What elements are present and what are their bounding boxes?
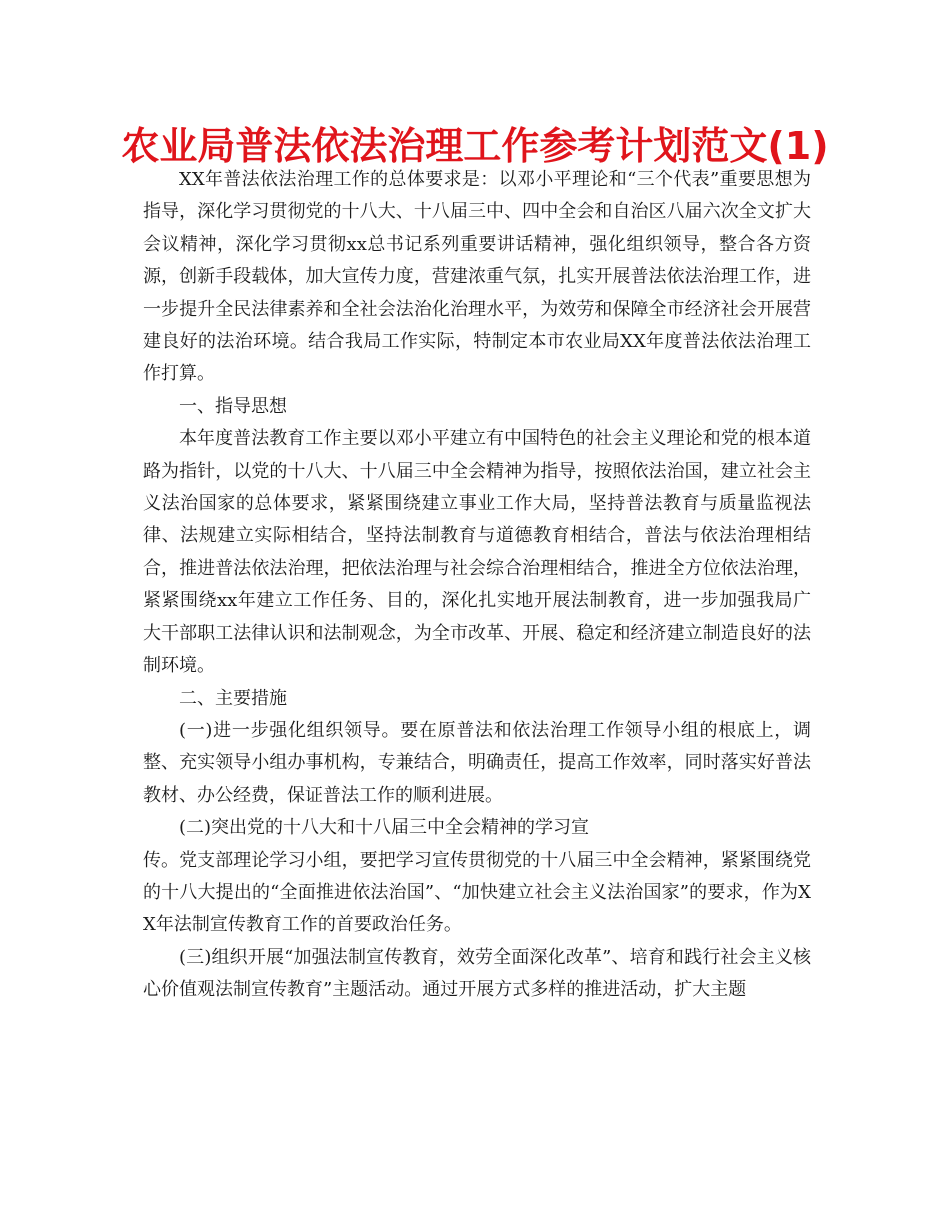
document-body [143, 164, 811, 1007]
paragraph-guiding-ideology: 本年度普法教育工作主要以邓小平建立有中国特色的社会主义理论和党的根本道路为指针，以党的十八大、十八届三中全会精神为指导，按照依法治国，建立社会主义法治国家的总体要求，紧紧围绕建立事业工作大局，坚持普法教育与质量监视法律、法规建立实际相结合，坚持法制教育与道德教育相结合，普法与依法治理相结合，推进普法依法治理，把依法治理与社会综合治理相结合，推进全方位依法治理，紧紧围绕xx年建立工作任务、目的，深化扎实地开展法制教育，进一步加强我局广大干部职工法律认识和法制观念，为全市改革、开展、稳定和经济建立制造良好的法制环境。 [143, 428, 811, 677]
section-heading-main-measures: 二、主要措施 [179, 687, 287, 709]
paragraph-measure-2-body: 传。党支部理论学习小组，要把学习宣传贯彻党的十八届三中全会精神，紧紧围绕党的十八大提出的“全面推进依法治国”、“加快建立社会主义法治国家”的要求，作为XX年法制宣传教育工作的首要政治任务。 [143, 849, 811, 936]
document-title: 农业局普法依法治理工作参考计划范文(1) [121, 124, 829, 168]
paragraph-measure-1: (一)进一步强化组织领导。要在原普法和依法治理工作领导小组的根底上，调整、充实领导小组办事机构，专兼结合，明确责任，提高工作效率，同时落实好普法教材、办公经费，保证普法工作的顺利进展。 [143, 719, 811, 806]
paragraph-intro: XX年普法依法治理工作的总体要求是：以邓小平理论和“三个代表”重要思想为指导，深化学习贯彻党的十八大、十八届三中、四中全会和自治区八届六次全文扩大会议精神，深化学习贯彻xx总书记系列重要讲话精神，强化组织领导，整合各方资源，创新手段载体，加大宣传力度，营建浓重气氛，扎实开展普法依法治理工作，进一步提升全民法律素养和全社会法治化治理水平，为效劳和保障全市经济社会开展营建良好的法治环境。结合我局工作实际，特制定本市农业局XX年度普法依法治理工作打算。 [143, 169, 811, 385]
paragraph-measure-3: (三)组织开展“加强法制宣传教育，效劳全面深化改革”、培育和践行社会主义核心价值观法制宣传教育”主题活动。通过开展方式多样的推进活动，扩大主题 [143, 946, 811, 1001]
paragraph-measure-2-heading: (二)突出党的十八大和十八届三中全会精神的学习宣 [179, 817, 590, 839]
section-heading-guiding-ideology: 一、指导思想 [179, 395, 287, 417]
